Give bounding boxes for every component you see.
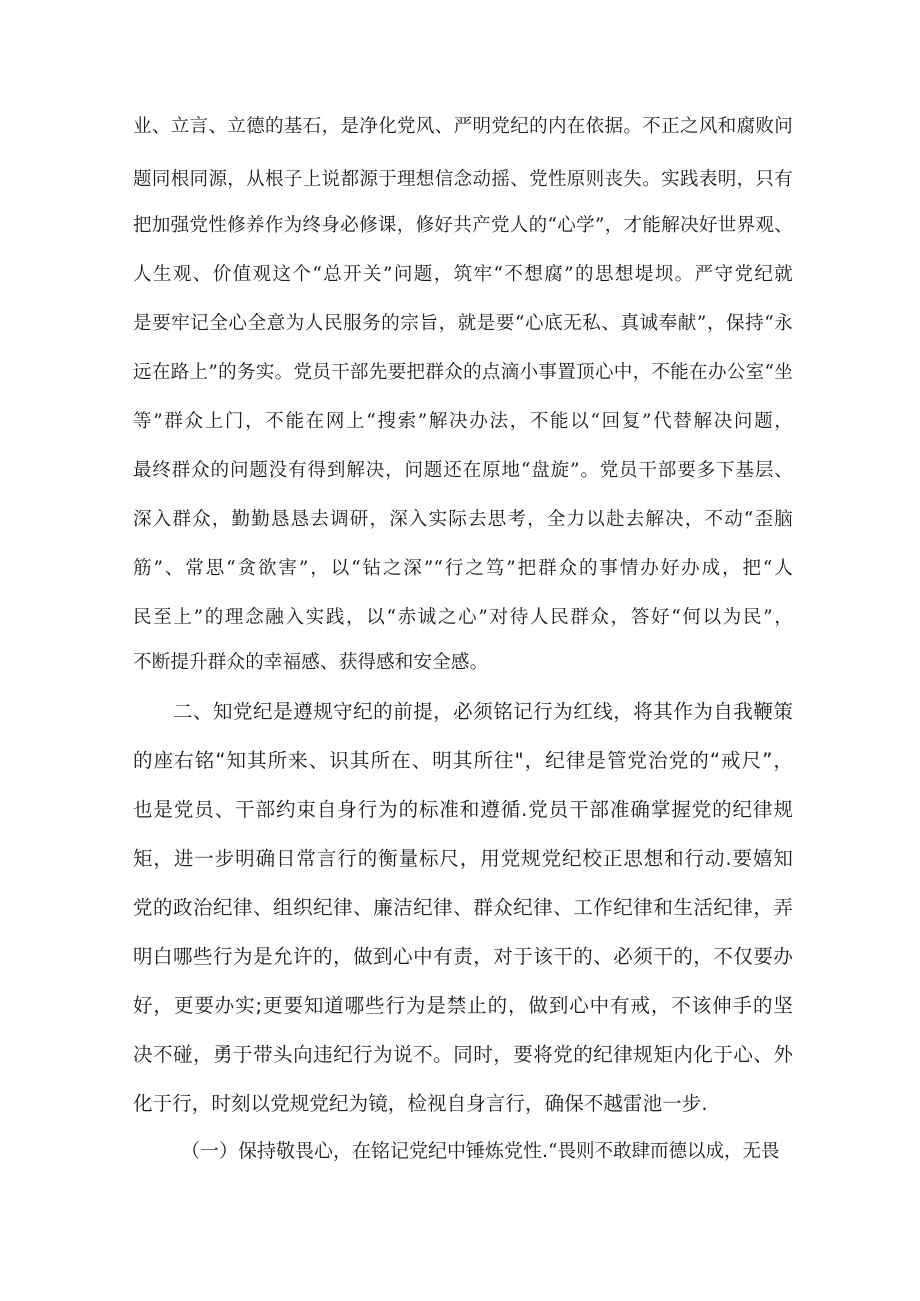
paragraph-2-line: 决不碰，勇于带头向违纪行为说不。同时，要将党的纪律规矩内化于心、外 bbox=[133, 1043, 793, 1066]
paragraph-1-line: 民至上”的理念融入实践，以“赤诚之心”对待人民群众，答好“何以为民”， bbox=[133, 607, 793, 628]
paragraph-1-line: 深入群众，勤勤恳恳去调研，深入实际去思考，全力以赴去解决，不动“歪脑 bbox=[133, 509, 793, 530]
paragraph-1-line: 把加强党性修养作为终身必修课，修好共产党人的“心学”，才能解决好世界观、 bbox=[133, 215, 793, 236]
paragraph-2-line: 化于行，时刻以党规党纪为镜，检视自身言行，确保不越雷池一步. bbox=[133, 1092, 708, 1115]
paragraph-1-line: 最终群众的问题没有得到解决，问题还在原地“盘旋”。党员干部要多下基层、 bbox=[133, 460, 793, 481]
paragraph-2-line: 矩，进一步明确日常言行的衡量标尺，用党规党纪校正思想和行动.要嬉知 bbox=[133, 847, 793, 870]
paragraph-2-line: 二、知党纪是遵规守纪的前提，必须铭记行为红线，将其作为自我鞭策 bbox=[173, 700, 793, 723]
quote-text: “畏则不敢肆而德以成，无畏 bbox=[548, 1141, 780, 1162]
paragraph-2-line: 党的政治纪律、组织纪律、廉洁纪律、群众纪律、工作纪律和生活纪律，弄 bbox=[133, 896, 793, 919]
paragraph-2-line: 好，更要办实;更要知道哪些行为是禁止的，做到心中有戒，不该伸手的坚 bbox=[133, 994, 793, 1017]
paragraph-1-line: 筋”、常思“贪欲害”，以“钻之深”“行之笃”把群众的事情办好办成，把“人 bbox=[133, 558, 793, 579]
paragraph-1-line: 业、立言、立德的基石，是净化党风、严明党纪的内在依据。不正之风和腐败问 bbox=[133, 116, 793, 137]
paragraph-1-line: 等”群众上门，不能在网上“搜索”解决办法，不能以“回复”代替解决问题， bbox=[133, 411, 793, 432]
paragraph-3-line bbox=[181, 1142, 793, 1166]
paragraph-1-line: 远在路上”的务实。党员干部先要把群众的点滴小事置顶心中，不能在办公室“坐 bbox=[133, 362, 793, 383]
paragraph-2-line: 的座右铭“知其所来、识其所在、明其所往"，纪律是管党治党的“戒尺”， bbox=[133, 749, 793, 772]
section-subheading: （一）保持敬畏心，在铭记党纪中锤炼党性. bbox=[181, 1140, 549, 1162]
paragraph-1-line: 题同根同源，从根子上说都源于理想信念动摇、党性原则丧失。实践表明，只有 bbox=[133, 169, 793, 190]
paragraph-1-line: 人生观、价值观这个“总开关”问题，筑牢“不想腐”的思想堤坝。严守党纪就 bbox=[133, 264, 793, 285]
paragraph-2-line: 明白哪些行为是允许的，做到心中有责，对于该干的、必须干的，不仅要办 bbox=[133, 945, 793, 968]
paragraph-2-line: 也是党员、干部约束自身行为的标准和遵循.党员干部准确掌握党的纪律规 bbox=[133, 798, 793, 821]
paragraph-1-line: 不断提升群众的幸福感、获得感和安全感。 bbox=[133, 652, 489, 673]
paragraph-1-line: 是要牢记全心全意为人民服务的宗旨，就是要“心底无私、真诚奉献”，保持“永 bbox=[133, 313, 793, 334]
